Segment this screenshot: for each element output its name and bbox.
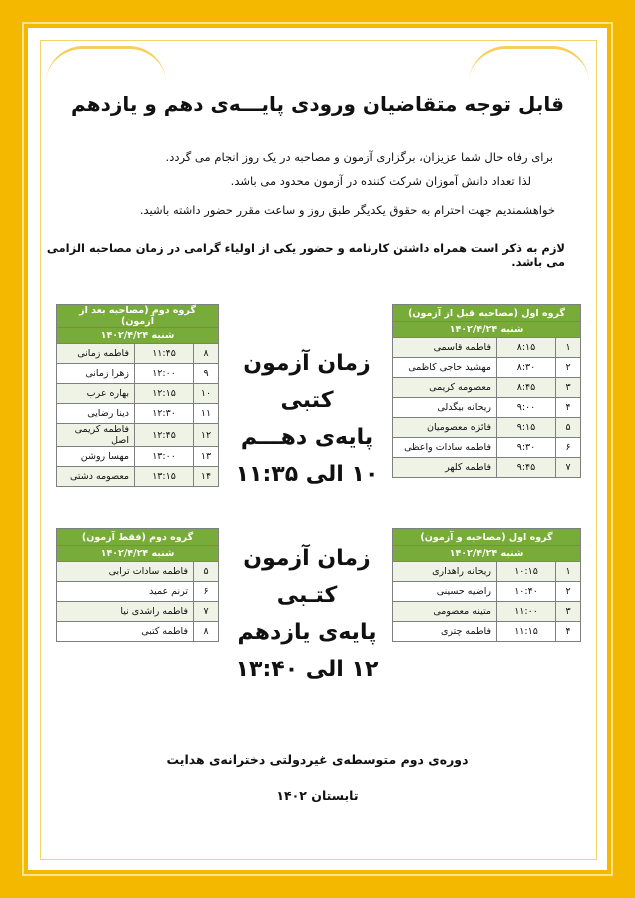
corner-ornament [46, 46, 166, 83]
table-row [57, 602, 219, 622]
row-time: ۱۰:۱۵ [497, 562, 556, 582]
table-header: گروه اول (مصاحبه و آزمون) [393, 529, 581, 546]
row-time: ۱۰:۴۰ [497, 582, 556, 602]
row-time: ۱۲:۳۰ [135, 404, 194, 424]
row-number: ۵ [556, 418, 581, 438]
intro-line-3: خواهشمندیم جهت احترام به حقوق یکدیگر طبق روز و ساعت مقرر حضور داشته باشید. [139, 203, 555, 217]
exam-label: زمان آزمون کتبی [243, 351, 371, 413]
table-body [57, 344, 219, 487]
table-row [393, 418, 581, 438]
exam-label: زمان آزمون کتـبی [243, 546, 371, 608]
intro-line-4: لازم به ذکر است همراه داشتن کارنامه و حضور یکی از اولیاء گرامی در زمان مصاحبه الزامی می باشد. [46, 241, 565, 269]
row-time: ۱۲:۰۰ [135, 364, 194, 384]
season-label: تابستان ۱۴۰۲ [276, 788, 359, 803]
intro-line-2: لذا تعداد دانش آموزان شرکت کننده در آزمون محدود می باشد. [230, 174, 531, 188]
row-number: ۳ [556, 378, 581, 398]
row-name: فاطمه قاسمی [393, 338, 497, 358]
table-row [57, 424, 219, 447]
row-name: مهشید حاجی کاظمی [393, 358, 497, 378]
table-row [57, 344, 219, 364]
row-number: ۱۱ [194, 404, 219, 424]
row-name: فاطمه کتبی [57, 622, 194, 642]
row-name: ریحانه بیگدلی [393, 398, 497, 418]
row-number: ۱۲ [194, 424, 219, 447]
corner-ornament [469, 46, 589, 83]
page-title: قابل توجه متقاضیان ورودی پایـــه‌ی دهم و یازدهم [71, 92, 564, 116]
table-body [393, 338, 581, 478]
table-body [393, 562, 581, 642]
row-number: ۹ [194, 364, 219, 384]
table-row [57, 582, 219, 602]
table-row [57, 364, 219, 384]
table-row [393, 458, 581, 478]
table-row [393, 438, 581, 458]
row-time: ۹:۱۵ [497, 418, 556, 438]
row-time: ۱۱:۴۵ [135, 344, 194, 364]
row-time: ۹:۴۵ [497, 458, 556, 478]
table-row [393, 582, 581, 602]
row-name: بهاره عرب [57, 384, 135, 404]
row-number: ۷ [194, 602, 219, 622]
row-name: دینا رضایی [57, 404, 135, 424]
grade-label: پایه‌ی یازدهم [237, 620, 377, 645]
row-time: ۱۲:۱۵ [135, 384, 194, 404]
row-time: ۸:۴۵ [497, 378, 556, 398]
row-name: فاطمه زمانی [57, 344, 135, 364]
row-name: مهسا روشن [57, 447, 135, 467]
exam-time: ۱۰ الی ۱۱:۳۵ [235, 462, 379, 487]
grade-label: پایه‌ی دهـــم [240, 425, 374, 450]
table-row [393, 398, 581, 418]
grade11-group2-table [56, 528, 219, 642]
row-name: فاطمه راشدی نیا [57, 602, 194, 622]
row-number: ۲ [556, 358, 581, 378]
row-name: معصومه کریمی [393, 378, 497, 398]
row-name: فائزه معصومیان [393, 418, 497, 438]
row-number: ۱۰ [194, 384, 219, 404]
row-time: ۱۱:۱۵ [497, 622, 556, 642]
row-time: ۱۱:۰۰ [497, 602, 556, 622]
grade10-exam-time [222, 345, 392, 493]
grade10-group1-table [392, 304, 581, 478]
row-name: فاطمه سادات واعظی [393, 438, 497, 458]
row-number: ۲ [556, 582, 581, 602]
row-name: راضیه حسینی [393, 582, 497, 602]
table-row [393, 338, 581, 358]
table-row [393, 602, 581, 622]
row-name: متینه معصومی [393, 602, 497, 622]
table-row [57, 404, 219, 424]
row-number: ۶ [556, 438, 581, 458]
row-name: معصومه دشتی [57, 467, 135, 487]
row-name: فاطمه چتری [393, 622, 497, 642]
table-row [57, 467, 219, 487]
grade10-group2-table [56, 304, 219, 487]
table-row [57, 384, 219, 404]
table-row [57, 562, 219, 582]
row-name: ریحانه راهداری [393, 562, 497, 582]
table-row [57, 447, 219, 467]
table-date: شنبه ۱۴۰۲/۴/۲۴ [57, 328, 219, 344]
table-header: گروه دوم (مصاحبه بعد از آزمون) [57, 305, 219, 328]
table-date: شنبه ۱۴۰۲/۴/۲۴ [393, 322, 581, 338]
row-number: ۱۴ [194, 467, 219, 487]
table-row [393, 622, 581, 642]
row-time: ۹:۳۰ [497, 438, 556, 458]
table-header: گروه دوم (فقط آزمون) [57, 529, 219, 546]
row-number: ۱ [556, 562, 581, 582]
table-row [393, 358, 581, 378]
row-number: ۳ [556, 602, 581, 622]
row-number: ۸ [194, 344, 219, 364]
row-number: ۴ [556, 398, 581, 418]
row-time: ۱۳:۰۰ [135, 447, 194, 467]
school-name: دوره‌ی دوم متوسطه‌ی غیردولتی دخترانه‌ی هدایت [166, 752, 469, 767]
table-header: گروه اول (مصاحبه قبل از آزمون) [393, 305, 581, 322]
grade11-exam-time [222, 540, 392, 688]
row-name: فاطمه کلهر [393, 458, 497, 478]
row-time: ۱۳:۱۵ [135, 467, 194, 487]
exam-time: ۱۲ الی ۱۳:۴۰ [235, 657, 379, 682]
row-time: ۸:۳۰ [497, 358, 556, 378]
table-row [57, 622, 219, 642]
table-date: شنبه ۱۴۰۲/۴/۲۴ [393, 546, 581, 562]
row-time: ۸:۱۵ [497, 338, 556, 358]
row-name: زهرا زمانی [57, 364, 135, 384]
row-number: ۴ [556, 622, 581, 642]
table-row [393, 562, 581, 582]
table-date: شنبه ۱۴۰۲/۴/۲۴ [57, 546, 219, 562]
table-body [57, 562, 219, 642]
row-number: ۱۳ [194, 447, 219, 467]
row-name: فاطمه سادات ترابی [57, 562, 194, 582]
intro-line-1: برای رفاه حال شما عزیزان، برگزاری آزمون و مصاحبه در یک روز انجام می گردد. [165, 150, 553, 164]
row-number: ۶ [194, 582, 219, 602]
row-number: ۱ [556, 338, 581, 358]
grade11-group1-table [392, 528, 581, 642]
row-number: ۸ [194, 622, 219, 642]
row-time: ۹:۰۰ [497, 398, 556, 418]
table-row [393, 378, 581, 398]
row-name: فاطمه کریمی اصل [57, 424, 135, 447]
row-time: ۱۲:۴۵ [135, 424, 194, 447]
row-number: ۵ [194, 562, 219, 582]
row-number: ۷ [556, 458, 581, 478]
row-name: ترنم عمید [57, 582, 194, 602]
